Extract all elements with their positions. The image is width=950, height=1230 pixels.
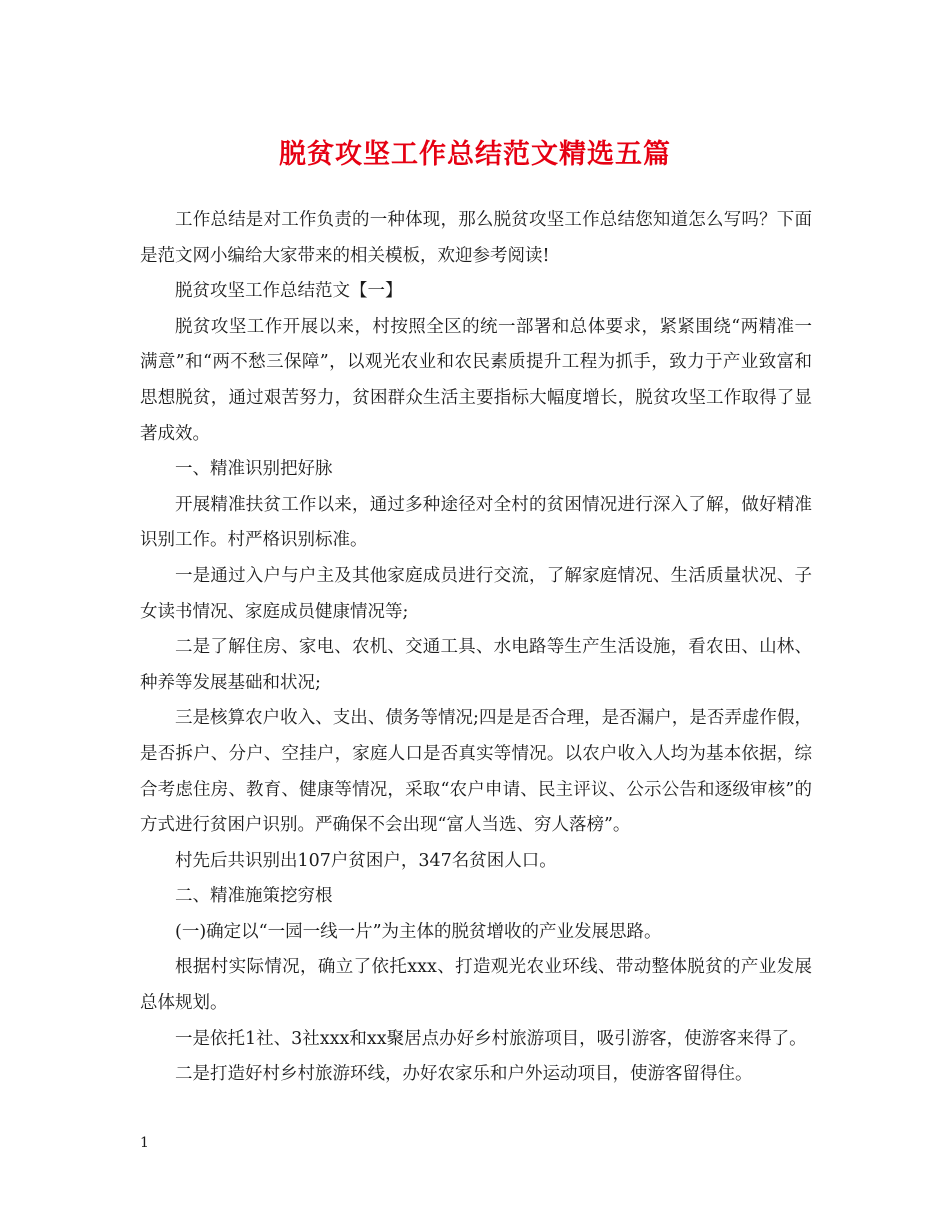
body-paragraph: 三是核算农户收入、支出、债务等情况;四是是否合理，是否漏户，是否弄虚作假，是否拆户、分户、空挂户，家庭人口是否真实等情况。以农户收入人均为基本依据，综合考虑住房、教育、健康等情况，采取“农户申请、民主评议、公示公告和逐级审核”的方式进行贫困户识别。严确保不会出现“富人当选、穷人落榜”。 — [140, 708, 812, 836]
body-paragraph: 一是依托1社、3社xxx和xx聚居点办好乡村旅游项目，吸引游客，使游客来得了。 — [175, 1028, 807, 1049]
body-paragraph: 根据村实际情况，确立了依托xxx、打造观光农业环线、带动整体脱贫的产业发展总体规划。 — [140, 957, 812, 1014]
body-paragraph: 二是了解住房、家电、农机、交通工具、水电路等生产生活设施，看农田、山林、种养等发展基础和状况; — [140, 637, 812, 693]
section-heading: 一、精准识别把好脉 — [175, 459, 333, 480]
body-paragraph: 一是通过入户与户主及其他家庭成员进行交流，了解家庭情况、生活质量状况、子女读书情况、家庭成员健康情况等; — [140, 565, 812, 622]
document-title: 脱贫攻坚工作总结范文精选五篇 — [279, 139, 671, 170]
body-paragraph: 开展精准扶贫工作以来，通过多种途径对全村的贫困情况进行深入了解，做好精准识别工作。村严格识别标准。 — [140, 494, 812, 551]
body-paragraph: (一)确定以“一园一线一片”为主体的脱贫增收的产业发展思路。 — [175, 921, 662, 942]
body-paragraph: 脱贫攻坚工作开展以来，村按照全区的统一部署和总体要求，紧紧围绕“两精准一满意”和“两不愁三保障”，以观光农业和农民素质提升工程为抓手，致力于产业致富和思想脱贫，通过艰苦努力，贫困群众生活主要指标大幅度增长，脱贫攻坚工作取得了显著成效。 — [140, 316, 812, 444]
section-heading: 脱贫攻坚工作总结范文【一】 — [175, 281, 403, 302]
body-paragraph: 工作总结是对工作负责的一种体现，那么脱贫攻坚工作总结您知道怎么写吗？下面是范文网小编给大家带来的相关模板，欢迎参考阅读! — [140, 210, 812, 266]
body-paragraph: 村先后共识别出107户贫困户，347名贫困人口。 — [175, 850, 557, 871]
document-body — [140, 203, 812, 1093]
page-number: 1 — [140, 1135, 149, 1151]
body-paragraph: 二是打造好村乡村旅游环线，办好农家乐和户外运动项目，使游客留得住。 — [175, 1064, 753, 1085]
section-heading: 二、精准施策挖穷根 — [175, 886, 333, 907]
